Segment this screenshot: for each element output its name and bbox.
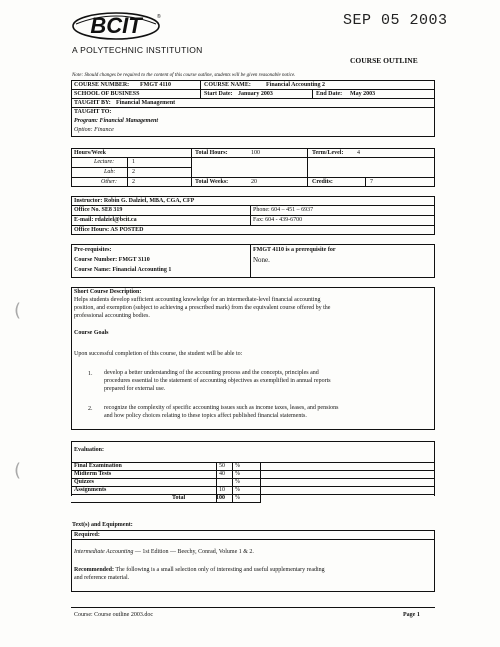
goal-1-number: 1. <box>88 371 93 377</box>
office-number: Office No. SE8 319 <box>74 207 123 213</box>
total-weeks: 20 <box>251 179 257 185</box>
credits-label: Credits: <box>312 179 333 185</box>
evaluation-heading: Evaluation: <box>74 447 105 453</box>
eval-total-unit: % <box>235 495 240 501</box>
lab-label: Lab: <box>104 169 116 175</box>
required-label: Required: <box>74 532 100 538</box>
eval-row-value: 50 <box>219 463 225 469</box>
prerequisite-for-label: FMGT 4110 is a prerequisite for <box>253 247 336 253</box>
scan-bracket-mark: ( <box>14 300 22 321</box>
eval-row-unit: % <box>235 487 240 493</box>
eval-row-label: Midterm Tests <box>74 471 112 477</box>
start-date-label: Start Date: <box>204 91 233 97</box>
svg-text:®: ® <box>157 14 161 20</box>
lecture-hours: 1 <box>132 159 135 165</box>
program: Program: Financial Management <box>74 118 159 124</box>
texts-heading: Text(s) and Equipment: <box>72 522 133 528</box>
prereq-course-name: Course Name: Financial Accounting 1 <box>74 267 172 273</box>
svg-text:BCIT: BCIT <box>90 13 142 38</box>
required-textbook: Intermediate Accounting — 1st Edition — Beechy, Conrad, Volume 1 & 2. <box>74 549 254 555</box>
eval-row-value: 10 <box>219 487 225 493</box>
goal-1: develop a better understanding of the accounting process and the concepts, principles and procedures essential to the statement of accounting objectives as exemplified in annual reports prepared for external use. <box>104 370 331 392</box>
end-date: May 2003 <box>350 91 376 97</box>
taught-by-label: TAUGHT BY: <box>74 100 111 106</box>
taught-by: Financial Management <box>116 100 176 106</box>
course-name-label: COURSE NAME: <box>204 82 251 88</box>
taught-to-label: TAUGHT TO: <box>74 109 112 115</box>
received-date-stamp: SEP 05 2003 <box>343 12 448 29</box>
eval-row-label: Final Examination <box>74 463 122 469</box>
option: Option: Finance <box>74 127 114 133</box>
other-hours: 2 <box>132 179 135 185</box>
start-date: January 2003 <box>238 91 273 97</box>
hours-week-header: Hours/Week <box>74 150 107 156</box>
goal-2-number: 2. <box>88 406 93 412</box>
course-name: Financial Accounting 2 <box>266 82 326 88</box>
other-label: Other: <box>101 179 117 185</box>
eval-row-value: 40 <box>219 471 225 477</box>
school-name: SCHOOL OF BUSINESS <box>74 91 140 97</box>
prerequisite-for-value: None. <box>253 256 270 264</box>
change-notice: Note: Should changes be required to the content of this course outline, students will be given reasonable notice. <box>72 73 296 78</box>
eval-total-value: 100 <box>216 495 225 501</box>
term-label: Term/Level: <box>312 150 344 156</box>
eval-row-label: Quizzes <box>74 479 94 485</box>
total-hours: 100 <box>251 150 260 156</box>
lecture-label: Lecture: <box>94 159 115 165</box>
total-weeks-label: Total Weeks: <box>195 179 229 185</box>
lab-hours: 2 <box>132 169 135 175</box>
course-number: FMGT 4110 <box>140 82 172 88</box>
description-text: Helps students develop sufficient accounting knowledge for an intermediate-level financial accounting position, and exemption (subject to achieving a prescribed mark) from the equivalent course offered by the professional accounting bodies. <box>74 297 331 319</box>
page-number: Page 1 <box>403 612 420 618</box>
prereq-course-number: Course Number: FMGT 3110 <box>74 257 150 263</box>
fax-number: Fax: 604 - 439-6700 <box>253 217 303 223</box>
end-date-label: End Date: <box>316 91 343 97</box>
eval-row-unit: % <box>235 479 240 485</box>
course-number-label: COURSE NUMBER: <box>74 82 130 88</box>
evaluation-section <box>71 441 435 496</box>
total-hours-label: Total Hours: <box>195 150 228 156</box>
document-title: COURSE OUTLINE <box>350 56 418 65</box>
instructor-email: E-mail: rdalziel@bcit.ca <box>74 217 137 223</box>
goals-intro: Upon successful completion of this course, the student will be able to: <box>74 351 243 357</box>
credits: 7 <box>370 179 373 185</box>
office-hours: Office Hours: AS POSTED <box>74 227 144 233</box>
prerequisites-label: Pre-requisites: <box>74 247 112 253</box>
instructor-name: Instructor: Robin G. Dalziel, MBA, CGA, CFP <box>74 198 195 204</box>
goal-2: recognize the complexity of specific accounting issues such as income taxes, leases, and pensions and how policy choices relating to these topics affect published financial statements. <box>104 405 339 419</box>
institution-tagline: A POLYTECHNIC INSTITUTION <box>72 45 203 55</box>
eval-row-unit: % <box>235 471 240 477</box>
eval-row-label: Assignments <box>74 487 107 493</box>
bcit-logo <box>72 10 160 42</box>
eval-total-label: Total <box>172 495 186 501</box>
description-heading: Short Course Description: <box>74 289 142 295</box>
scan-bracket-mark: ( <box>14 460 22 481</box>
eval-row-unit: % <box>235 463 240 469</box>
footer-filename: Course: Course outline 2003.doc <box>74 612 153 618</box>
course-goals-heading: Course Goals <box>74 330 109 336</box>
phone-number: Phone: 604 – 451 – 6937 <box>253 207 314 213</box>
recommended-text: Recommended: The following is a small selection only of interesting and useful supplementary reading and reference material. <box>74 567 325 581</box>
term-level: 4 <box>357 150 360 156</box>
